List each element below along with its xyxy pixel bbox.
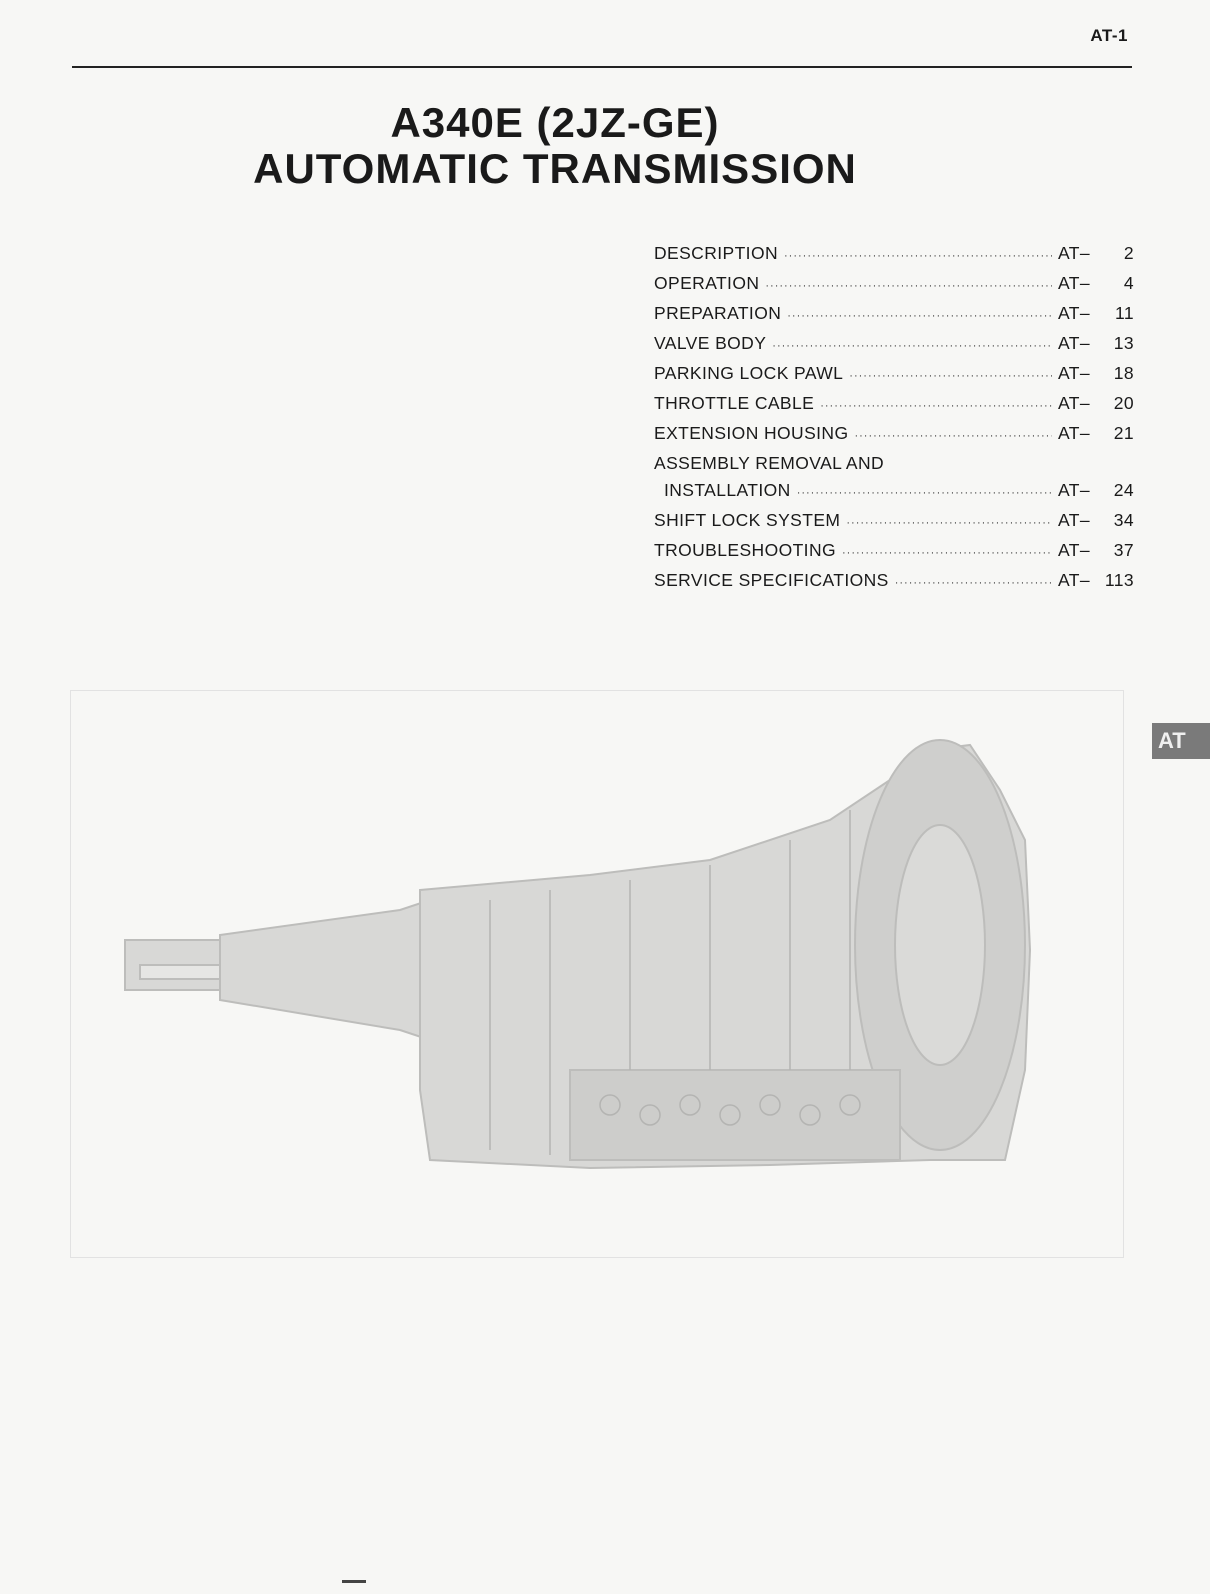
- page-number: AT-1: [1090, 26, 1128, 45]
- toc-entry-page: AT– 34: [1058, 510, 1134, 530]
- title-subject: AUTOMATIC TRANSMISSION: [253, 145, 857, 192]
- toc-entry-label: PREPARATION: [654, 303, 782, 323]
- dot-leader: [797, 487, 1052, 499]
- toc-entry-valve-body[interactable]: [654, 333, 1134, 363]
- dot-leader: [895, 577, 1052, 589]
- toc-entry-description[interactable]: [654, 243, 1134, 273]
- toc-entry-parking-lock-pawl[interactable]: [654, 363, 1134, 393]
- toc-entry-label: VALVE BODY: [654, 333, 767, 353]
- dot-leader: [842, 547, 1052, 559]
- dot-leader: [787, 310, 1052, 322]
- toc-entry-label-continued: INSTALLATION: [664, 480, 791, 500]
- toc-entry-label: PARKING LOCK PAWL: [654, 363, 844, 383]
- toc-entry-page: AT– 24: [1058, 480, 1134, 500]
- toc-entry-page: AT– 37: [1058, 540, 1134, 560]
- toc-entry-page: AT– 4: [1058, 273, 1134, 293]
- dot-leader: [854, 430, 1052, 442]
- toc-entry-page: AT– 21: [1058, 423, 1134, 443]
- toc-entry-page: AT– 113: [1058, 570, 1134, 590]
- toc-entry-throttle-cable[interactable]: [654, 393, 1134, 423]
- toc-entry-troubleshooting[interactable]: [654, 540, 1134, 570]
- transmission-sectional-view-illustration: [70, 690, 1122, 1256]
- scan-artifact-mark: [342, 1580, 366, 1583]
- dot-leader: [765, 280, 1052, 292]
- extension-housing: [220, 900, 430, 1040]
- toc-entry-label: THROTTLE CABLE: [654, 393, 815, 413]
- header-rule: [72, 66, 1132, 68]
- dot-leader: [772, 340, 1052, 352]
- section-tab[interactable]: AT: [1152, 723, 1210, 759]
- toc-entry-label: DESCRIPTION: [654, 243, 778, 263]
- toc-entry-label: SHIFT LOCK SYSTEM: [654, 510, 841, 530]
- page-title: [160, 100, 950, 192]
- toc-entry-label: OPERATION: [654, 273, 760, 293]
- toc-entry-preparation[interactable]: [654, 303, 1134, 333]
- dot-leader: [784, 250, 1052, 262]
- toc-entry-page: AT– 18: [1058, 363, 1134, 383]
- toc-entry-page: AT– 11: [1058, 303, 1134, 323]
- toc-entry-assembly-removal[interactable]: [654, 453, 1134, 510]
- toc-entry-label: SERVICE SPECIFICATIONS: [654, 570, 889, 590]
- toc-entry-label: EXTENSION HOUSING: [654, 423, 849, 443]
- toc-entry-label: TROUBLESHOOTING: [654, 540, 836, 560]
- toc-entry-service-specifications[interactable]: [654, 570, 1134, 600]
- toc-entry-page: AT– 13: [1058, 333, 1134, 353]
- toc-entry-label: ASSEMBLY REMOVAL AND: [654, 453, 885, 473]
- dot-leader: [846, 517, 1052, 529]
- toc-entry-page: AT– 20: [1058, 393, 1134, 413]
- toc-entry-extension-housing[interactable]: [654, 423, 1134, 453]
- dot-leader: [849, 370, 1052, 382]
- table-of-contents: [654, 243, 1134, 600]
- toc-entry-shift-lock-system[interactable]: [654, 510, 1134, 540]
- toc-entry-operation[interactable]: [654, 273, 1134, 303]
- dot-leader: [820, 400, 1052, 412]
- title-model: A340E (2JZ-GE): [390, 99, 720, 146]
- converter-core: [895, 825, 985, 1065]
- toc-entry-page: AT– 2: [1058, 243, 1134, 263]
